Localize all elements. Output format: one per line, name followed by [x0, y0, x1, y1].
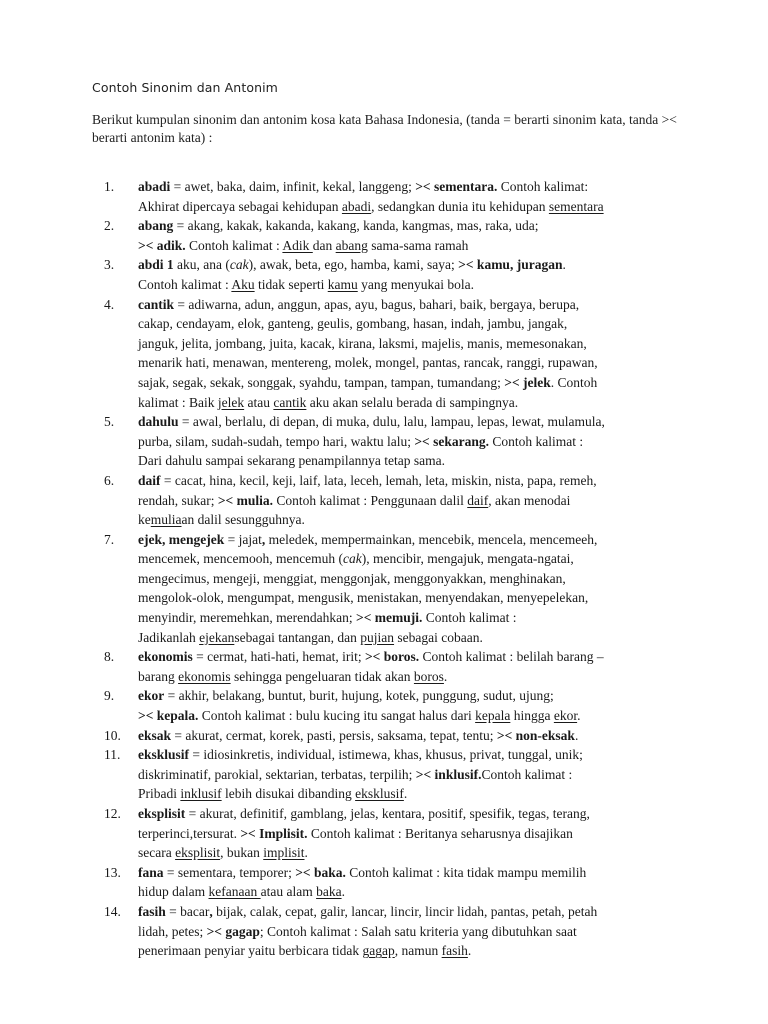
underlined-example-word: sementara	[548, 198, 604, 214]
underlined-example-word: kepala	[475, 708, 511, 724]
list-item	[104, 471, 694, 530]
bold-term: abadi	[138, 179, 171, 194]
list-item-number: 14.	[104, 903, 121, 919]
list-item-number: 4.	[104, 296, 115, 312]
bold-term: >< kepala.	[138, 708, 199, 724]
list-item-number: 7.	[104, 531, 115, 547]
text-run: = idiosinkretis, individual, istimewa, khas, khusus, privat, tunggal, unik;	[189, 747, 583, 763]
text-run: = cacat, hina, kecil, keji, laif, lata, leceh, lemah, leta, miskin, nista, papa, remeh,	[160, 472, 597, 488]
text-run: Contoh kalimat :	[138, 276, 232, 292]
text-run: ), mencibir, mengajuk, mengata-ngatai,	[361, 551, 574, 567]
text-run: Contoh kalimat :	[481, 766, 573, 782]
list-item-number: 11.	[104, 747, 121, 763]
list-item-number: 3.	[104, 257, 115, 273]
list-item-number: 5.	[104, 414, 115, 430]
underlined-example-word: inklusif	[180, 786, 222, 802]
text-run: tidak seperti	[254, 276, 328, 292]
text-run: = jajat	[224, 531, 262, 547]
list-item	[104, 530, 694, 648]
list-item-number: 2.	[104, 218, 115, 234]
text-run: aku akan selalu berada di sampingnya.	[306, 394, 519, 410]
text-run: sebagai tantangan, dan	[234, 629, 361, 645]
list-item	[104, 216, 694, 255]
list-item-number: 6.	[104, 472, 115, 488]
underlined-example-word: Aku	[231, 276, 255, 292]
bold-term: abdi 1	[138, 257, 174, 273]
list-item-text	[138, 530, 694, 648]
text-run: mencemek, mencemooh, mencemuh (	[138, 551, 344, 567]
bold-term: daif	[138, 472, 161, 488]
text-run: , namun	[394, 943, 442, 959]
bold-term: abang	[138, 218, 174, 234]
list-item-number: 1.	[104, 179, 115, 194]
text-run: lidah, petes;	[138, 923, 207, 939]
bold-term: >< sementara.	[415, 179, 498, 194]
text-run: Jadikanlah	[138, 629, 200, 645]
bold-term: cantik	[138, 296, 175, 312]
text-run: ; Contoh kalimat : Salah satu kriteria yang dibutuhkan saat	[259, 923, 577, 939]
text-run: meledek, mempermainkan, mencebik, mencela, mencemeeh,	[265, 531, 598, 547]
text-run: .	[443, 668, 448, 684]
underlined-example-word: Adik	[282, 237, 313, 253]
bold-term: dahulu	[138, 414, 179, 430]
text-run: = sementara, temporer;	[163, 864, 296, 880]
text-run: an dalil sesungguhnya.	[181, 512, 305, 528]
text-run: , bukan	[220, 845, 264, 861]
text-run: aku, ana (	[173, 257, 230, 273]
list-item-number: 12.	[104, 806, 121, 821]
underlined-example-word: boros	[413, 668, 444, 684]
bold-term: fasih	[138, 903, 166, 919]
text-run: .	[577, 708, 581, 724]
text-run: dan	[312, 237, 336, 253]
bold-term: ,	[261, 531, 266, 547]
text-run: mengecimus, mengeji, menggiat, menggonjak, menggonyakkan, menghinakan,	[138, 570, 566, 586]
bold-term: eksak	[138, 727, 172, 743]
bold-term: >< baka.	[295, 864, 346, 880]
text-run: cakap, cendayam, elok, ganteng, geulis, gombang, hasan, indah, jambu, jangak,	[138, 316, 568, 332]
text-run: hidup dalam	[138, 884, 209, 900]
text-run: Contoh kalimat :	[488, 433, 584, 449]
bold-term: >< gagap	[206, 923, 260, 939]
list-item-number: 13.	[104, 864, 121, 880]
text-run: Contoh kalimat :	[422, 610, 517, 626]
underlined-example-word: abadi	[341, 198, 372, 214]
text-run: , akan menodai	[488, 492, 571, 508]
text-run: menarik hati, menawan, mentereng, molek, mongel, pantas, rancak, ranggi, rupawan,	[138, 355, 598, 371]
list-item	[104, 686, 694, 725]
list-item	[104, 295, 694, 413]
text-run: penerimaan penyiar yaitu berbicara tidak	[138, 943, 363, 959]
text-run: menyindir, meremehkan, merendahkan;	[138, 610, 357, 626]
text-run: kalimat : Baik	[138, 394, 218, 410]
text-run: janguk, jelita, jombang, juita, kacak, kirana, laksmi, majelis, manis, memesonakan,	[138, 335, 587, 351]
text-run: yang menyukai bola.	[357, 276, 474, 292]
text-run: Contoh kalimat : bulu kucing itu sangat halus dari	[198, 708, 476, 724]
list-item-text	[138, 686, 694, 725]
text-run: .	[467, 943, 472, 959]
bold-term: >< kamu, juragan	[458, 257, 563, 273]
underlined-example-word: gagap	[362, 943, 395, 959]
text-run: ke	[138, 512, 151, 528]
text-run: Contoh kalimat : belilah barang –	[419, 649, 604, 665]
text-run: ), awak, beta, ego, hamba, kami, saya;	[248, 257, 459, 273]
text-run: sebagai cobaan.	[394, 629, 483, 645]
text-run: = adiwarna, adun, anggun, apas, ayu, bagus, bahari, baik, bergaya, berupa,	[174, 296, 580, 312]
bold-term: >< boros.	[364, 649, 420, 665]
text-run: = akang, kakak, kakanda, kakang, kanda, kangmas, mas, raka, uda;	[173, 218, 539, 234]
text-run: mengolok-olok, mengumpat, mengusik, menistakan, menyendakan, menyepelekan,	[138, 590, 589, 606]
underlined-example-word: ejekan	[199, 629, 235, 645]
text-run: lebih disukai dibanding	[221, 786, 356, 802]
text-run: , sedangkan dunia itu kehidupan	[371, 198, 549, 214]
bold-term: ejek, mengejek	[138, 531, 225, 547]
list-item-text	[138, 804, 694, 863]
bold-term: >< jelek	[504, 374, 551, 390]
underlined-example-word: cantik	[273, 394, 307, 410]
list-item-text	[138, 177, 694, 216]
underlined-example-word: pujian	[360, 629, 395, 645]
underlined-example-word: eksklusif	[355, 786, 404, 802]
text-run: sehingga pengeluaran tidak akan	[230, 668, 414, 684]
text-run: terperinci,tersurat.	[138, 825, 241, 841]
text-run: sama-sama ramah	[367, 237, 469, 253]
list-item-number: 9.	[104, 688, 115, 704]
text-run: .	[574, 727, 579, 743]
list-item	[104, 804, 694, 863]
underlined-example-word: kefanaan	[208, 884, 261, 900]
bold-term: eksplisit	[138, 806, 186, 821]
list-item	[104, 647, 694, 686]
bold-term: eksklusif	[138, 747, 190, 763]
text-run: = akhir, belakang, buntut, burit, hujung, kotek, punggung, sudut, ujung;	[164, 688, 554, 704]
bold-term: ,	[209, 903, 213, 919]
bold-term: >< inklusif.	[415, 766, 482, 782]
text-run: .	[403, 786, 408, 802]
bold-term: >< adik.	[138, 237, 186, 253]
list-item	[104, 177, 694, 216]
list-item	[104, 902, 694, 961]
underlined-example-word: ekor	[553, 708, 578, 724]
list-item-text	[138, 726, 694, 746]
underlined-example-word: mulia	[150, 512, 182, 528]
intro-paragraph: Berikut kumpulan sinonim dan antonim kosa kata Bahasa Indonesia, (tanda = berarti sinonim kata, tanda >< berarti antonim kata) :	[92, 112, 677, 145]
text-run: Contoh kalimat:	[497, 179, 589, 194]
bold-term: fana	[138, 864, 164, 880]
list-item	[104, 726, 694, 746]
underlined-example-word: eksplisit	[175, 845, 221, 861]
bold-term: ekonomis	[138, 649, 193, 665]
list-item-text	[138, 863, 694, 902]
list-item-number: 10.	[104, 727, 121, 743]
text-run: . Contoh	[550, 374, 598, 390]
underlined-example-word: ekonomis	[178, 668, 231, 684]
list-item-text	[138, 255, 694, 294]
text-run: .	[304, 845, 308, 861]
bold-term: >< mulia.	[217, 492, 273, 508]
bold-term: >< memuji.	[356, 610, 423, 626]
text-run: = awet, baka, daim, infinit, kekal, langgeng;	[170, 179, 416, 194]
text-run: Akhirat dipercaya sebagai kehidupan	[138, 198, 342, 214]
text-run: Pribadi	[138, 786, 181, 802]
text-run: = awal, berlalu, di depan, di muka, dulu, lalu, lampau, lepas, lewat, mulamula,	[178, 414, 605, 430]
list-item-number: 8.	[104, 649, 115, 665]
list-item-text	[138, 647, 694, 686]
text-run: sajak, segak, sekak, songgak, syahdu, tampan, tampan, tumandang;	[138, 374, 505, 390]
underlined-example-word: abang	[335, 237, 368, 253]
text-run: Contoh kalimat :	[185, 237, 283, 253]
list-item	[104, 412, 694, 471]
text-run: = bacar	[165, 903, 210, 919]
text-run: Contoh kalimat : kita tidak mampu memilih	[345, 864, 587, 880]
underlined-example-word: fasih	[441, 943, 468, 959]
text-run: = cermat, hati-hati, hemat, irit;	[192, 649, 365, 665]
list-item-text	[138, 471, 694, 530]
list-item-text	[138, 412, 694, 471]
text-run: Contoh kalimat : Beritanya seharusnya disajikan	[307, 825, 573, 841]
list-item-text	[138, 216, 694, 255]
underlined-example-word: kamu	[327, 276, 358, 292]
text-run: atau alam	[260, 884, 317, 900]
text-run: .	[562, 257, 566, 273]
document-heading: Contoh Sinonim dan Antonim	[92, 80, 278, 95]
text-run: secara	[138, 845, 176, 861]
list-item	[104, 255, 694, 294]
text-run: .	[341, 884, 345, 900]
text-run: hingga	[510, 708, 554, 724]
text-run: Contoh kalimat : Penggunaan dalil	[273, 492, 468, 508]
underlined-example-word: baka	[316, 884, 342, 900]
bold-term: >< Implisit.	[240, 825, 308, 841]
list-item	[104, 745, 694, 804]
list-item	[104, 863, 694, 902]
underlined-example-word: implisit	[263, 845, 305, 861]
text-run: cak	[229, 257, 249, 273]
text-run: rendah, sukar;	[138, 492, 218, 508]
text-run: Dari dahulu sampai sekarang penampilannya tetap sama.	[138, 453, 446, 469]
bold-term: >< sekarang.	[414, 433, 489, 449]
bold-term: ekor	[138, 688, 165, 704]
text-run: = akurat, cermat, korek, pasti, persis, saksama, tepat, tentu;	[171, 727, 497, 743]
text-run: barang	[138, 668, 179, 684]
underlined-example-word: jelek	[217, 394, 245, 410]
list-item-text	[138, 902, 694, 961]
underlined-example-word: daif	[467, 492, 489, 508]
synonym-antonym-list	[104, 177, 694, 961]
bold-term: >< non-eksak	[496, 727, 575, 743]
text-run: bijak, calak, cepat, galir, lancar, lincir, lincir lidah, pantas, petah, petah	[212, 903, 598, 919]
text-run: atau	[244, 394, 274, 410]
text-run: = akurat, definitif, gamblang, jelas, kentara, positif, spesifik, tegas, terang,	[185, 806, 590, 821]
text-run: purba, silam, sudah-sudah, tempo hari, waktu lalu;	[138, 433, 415, 449]
list-item-text	[138, 295, 694, 413]
list-item-text	[138, 745, 694, 804]
text-run: diskriminatif, parokial, sektarian, terbatas, terpilih;	[138, 766, 416, 782]
text-run: cak	[343, 551, 362, 567]
